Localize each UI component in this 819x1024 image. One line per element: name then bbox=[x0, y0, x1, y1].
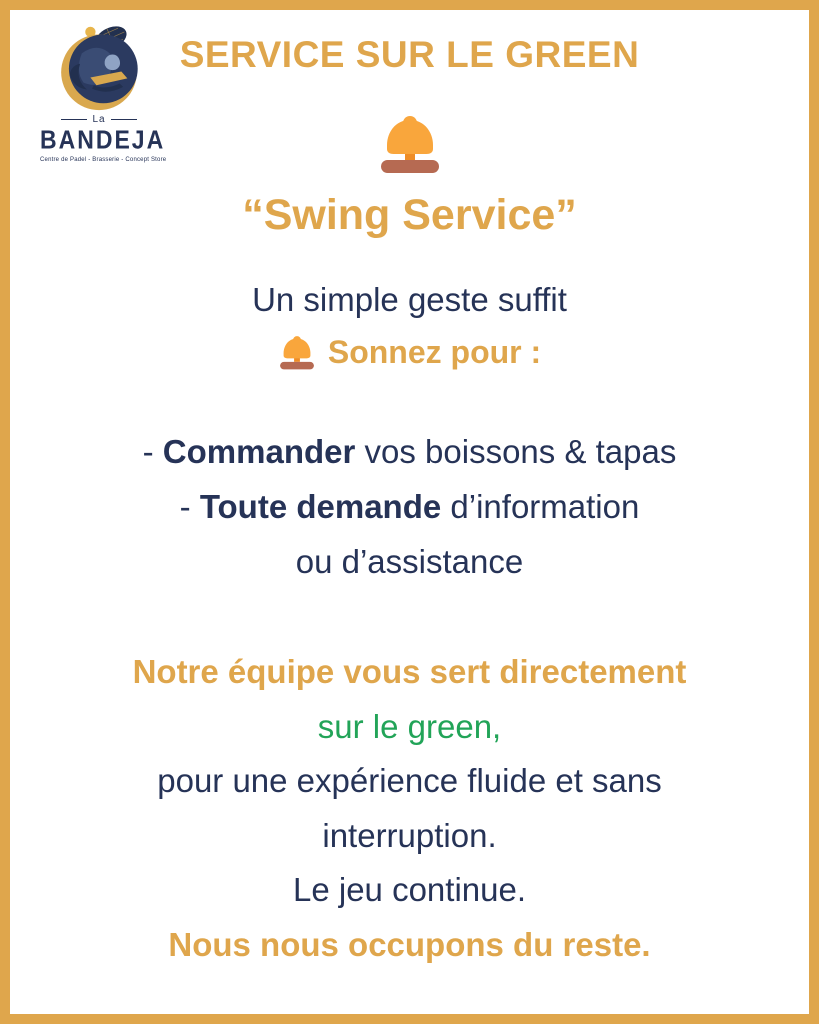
logo-la-text: La bbox=[92, 114, 106, 125]
list-item: - Commander vos boissons & tapas bbox=[142, 433, 677, 470]
intro-line: Un simple geste suffit bbox=[252, 281, 567, 318]
service-list bbox=[20, 424, 799, 589]
logo-rule-right bbox=[111, 119, 137, 121]
small-bell-icon bbox=[278, 335, 316, 370]
closing-line-exp: pour une expérience fluide et sans bbox=[157, 762, 662, 799]
logo-la-row bbox=[40, 114, 158, 125]
closing-line-rest: Nous nous occupons du reste. bbox=[168, 925, 651, 963]
logo-tagline: Centre de Padel - Brasserie - Concept Store bbox=[40, 157, 167, 163]
closing-line-game: Le jeu continue. bbox=[292, 871, 526, 908]
logo-rule-left bbox=[61, 119, 87, 121]
closing-paragraph bbox=[20, 645, 799, 972]
closing-line-green: sur le green, bbox=[317, 707, 502, 745]
closing-line-team: Notre équipe vous sert directement bbox=[132, 653, 687, 690]
list-item: - Toute demande d’information bbox=[179, 488, 640, 525]
closing-line-interruption: interruption. bbox=[322, 816, 497, 854]
logo-brand-name: BANDEJA bbox=[40, 125, 166, 155]
list-item: ou d’assistance bbox=[295, 543, 524, 580]
ring-cta-row bbox=[20, 334, 799, 371]
page-title: SERVICE SUR LE GREEN bbox=[179, 34, 640, 75]
swing-service-title: “Swing Service” bbox=[242, 191, 577, 239]
service-bell-icon bbox=[378, 114, 442, 174]
ring-cta-label: Sonnez pour : bbox=[327, 334, 542, 370]
